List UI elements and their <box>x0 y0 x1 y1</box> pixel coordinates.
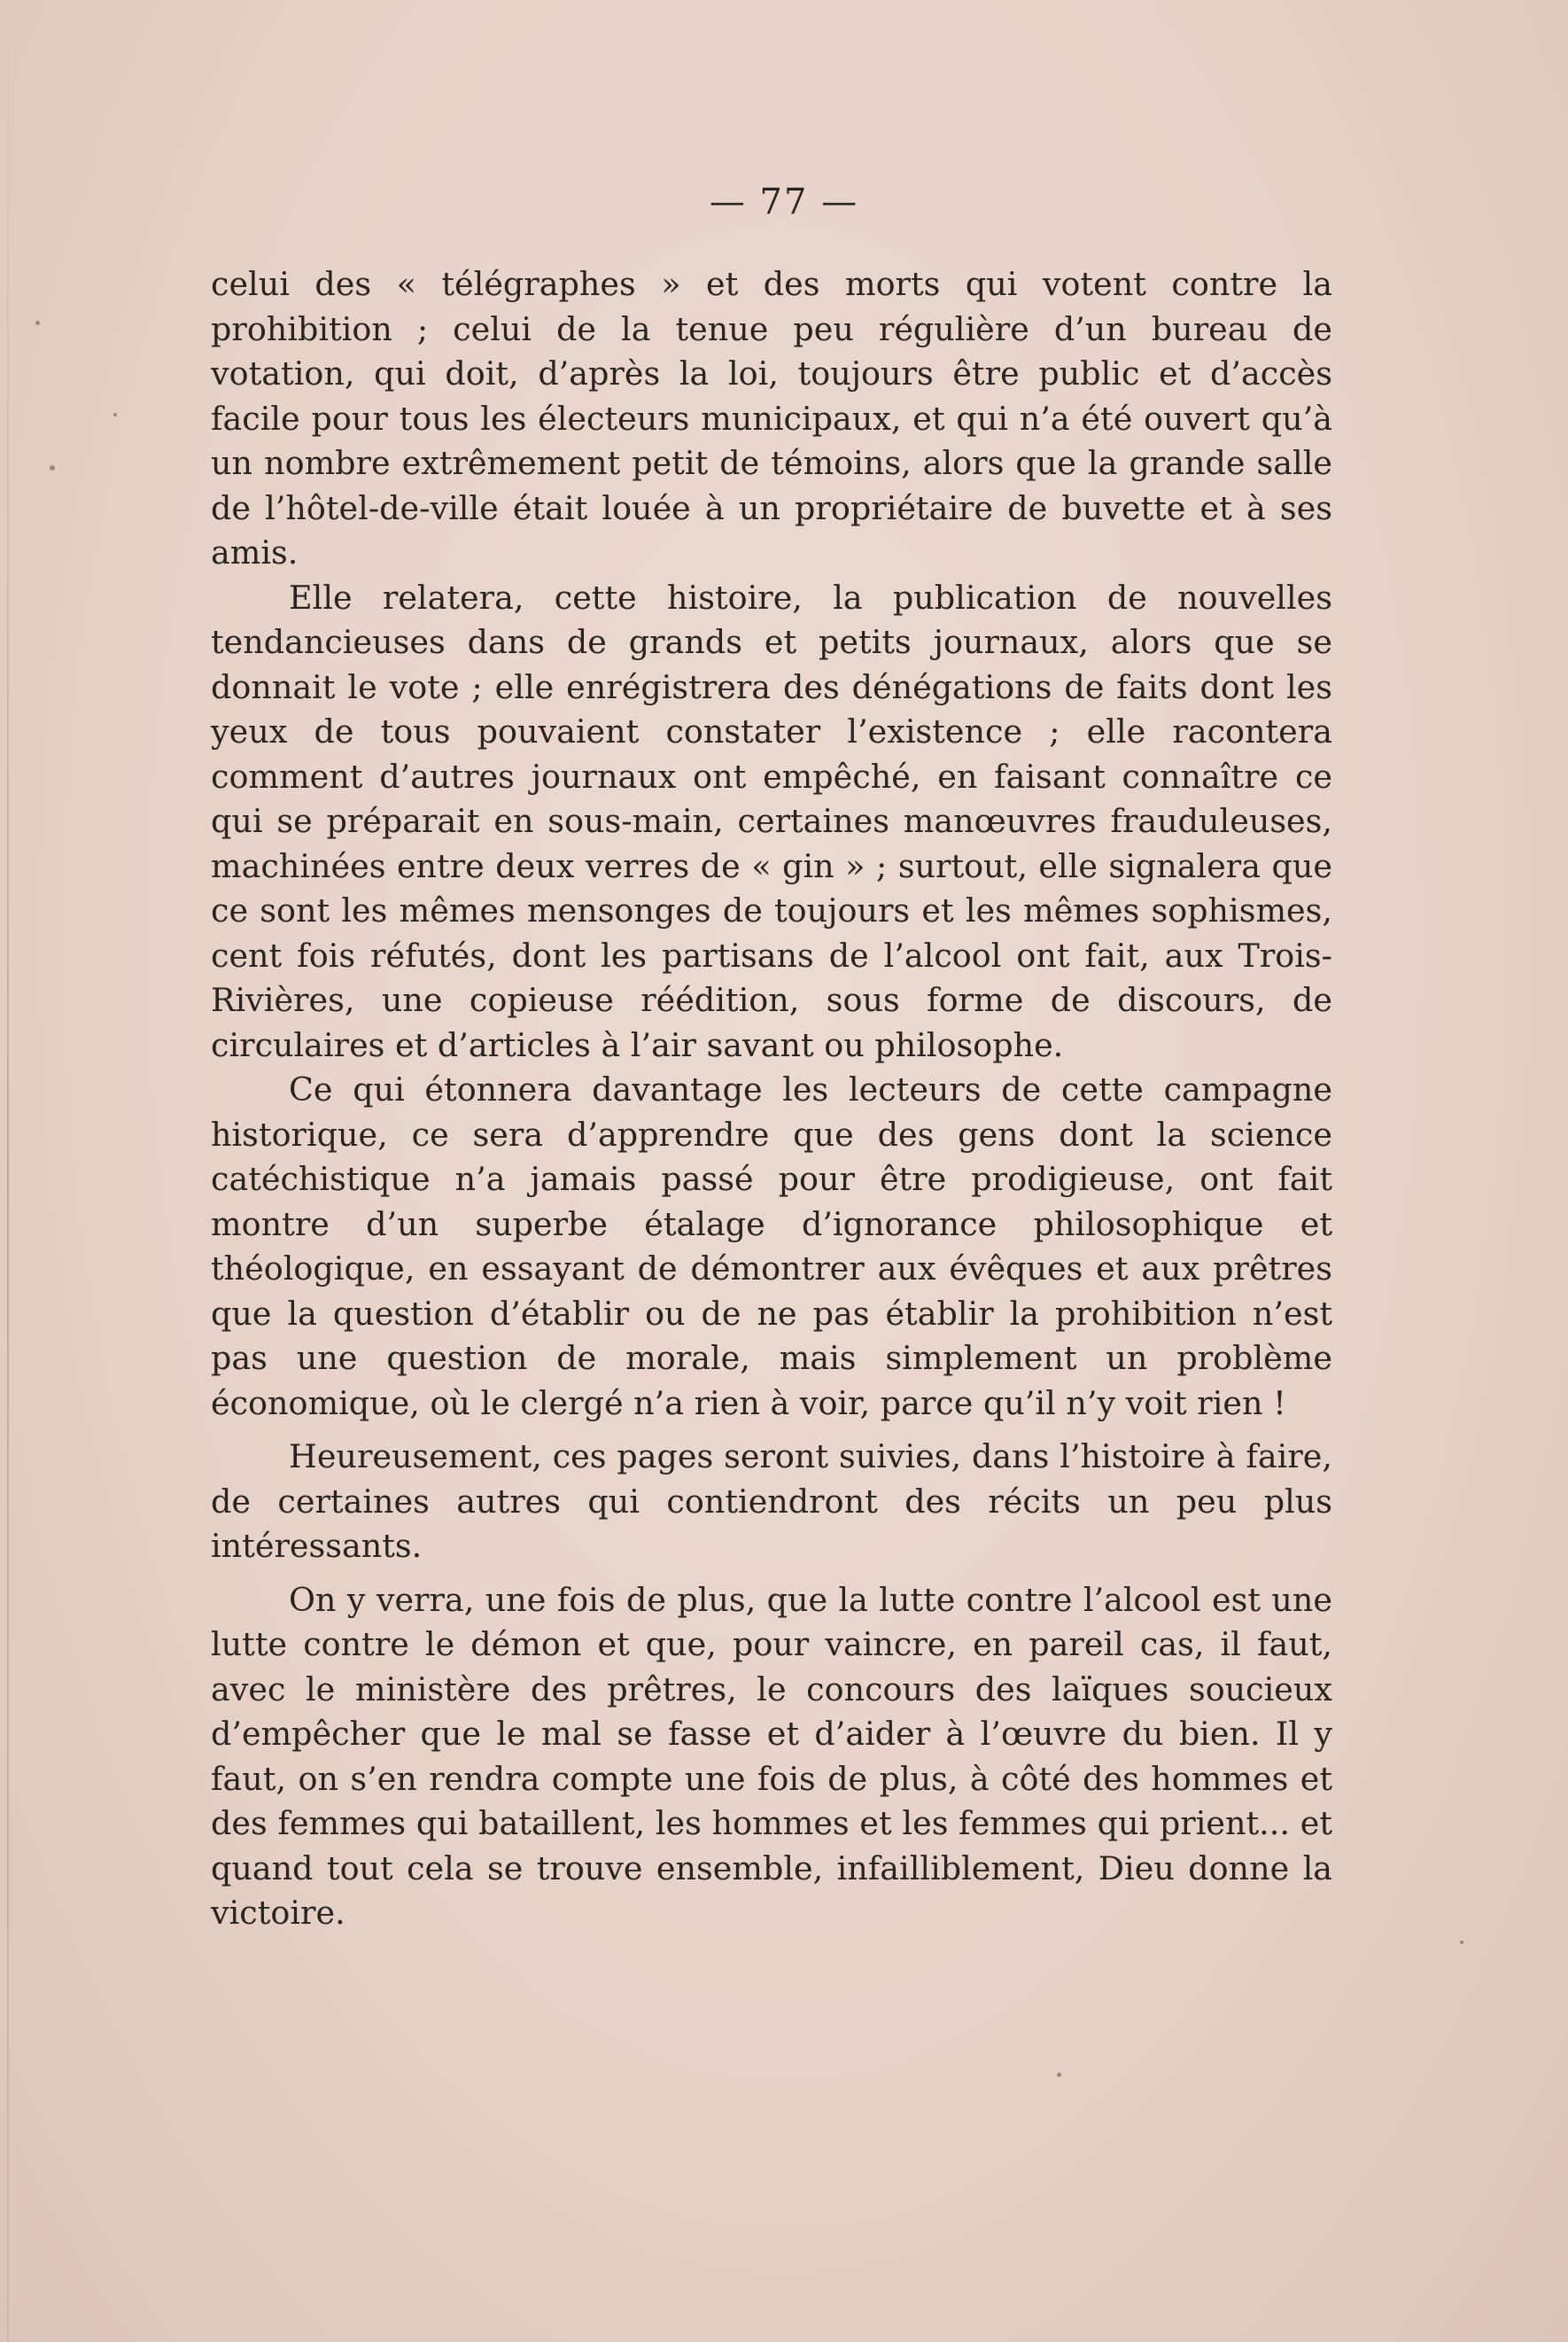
page-number: — 77 — <box>709 182 859 222</box>
paragraph-1: celui des « télégraphes » et des morts qui votent contre la prohibition ; celui de la tenue peu régulière d’un bureau de votation, qui doit, d’après la loi, toujours être public et d’accès facile pour tous les électeurs municipaux, et qui n’a été ouvert qu’à un nombre extrêmement petit de témoins, alors que la grande salle de l’hôtel-de-ville était louée à un propriétaire de buvette et à ses amis. <box>211 265 1332 572</box>
paper-speck <box>35 321 40 325</box>
paper-speck <box>113 413 117 416</box>
paragraph-3: Ce qui étonnera davantage les lecteurs de cette campagne historique, ce sera d’apprendre que des gens dont la science catéchistique n’a jamais passé pour être prodigieuse, ont fait montre d’un superbe étalage d’ignorance philosophique et théologique, en essayant de démontrer aux évêques et aux prêtres que la question d’établir ou de ne pas établir la prohibition n’est pas une question de morale, mais simplement un problème économique, où le clergé n’a rien à voir, parce qu’il n’y voit rien ! <box>211 1070 1332 1422</box>
paragraph-5: On y verra, une fois de plus, que la lutte contre l’alcool est une lutte contre le démon et que, pour vaincre, en pareil cas, il faut, avec le ministère des prêtres, le concours des laïques soucieux d’empêcher que le mal se fasse et d’aider à l’œuvre du bien. Il y faut, on s’en rendra compte une fois de plus, à côté des hommes et des femmes qui bataillent, les hommes et les femmes qui prient... et quand tout cela se trouve ensemble, infailliblement, Dieu donne la victoire. <box>211 1580 1332 1932</box>
paper-speck <box>1057 2073 1061 2077</box>
paper-speck <box>50 465 55 471</box>
paragraph-2: Elle relatera, cette histoire, la publication de nouvelles tendancieuses dans de grands et petits journaux, alors que se donnait le vote ; elle enrégistrera des dénégations de faits dont les yeux de tous pouvaient constater l’existence ; elle racontera comment d’autres journaux ont empêché, en faisant connaître ce qui se préparait en sous-main, certaines manœuvres frauduleuses, machinées entre deux verres de « gin » ; surtout, elle signalera que ce sont les mêmes mensonges de toujours et les mêmes sophismes, cent fois réfutés, dont les partisans de l’alcool ont fait, aux Trois-Rivières, une copieuse réédition, sous forme de discours, de circulaires et d’articles à l’air savant ou philosophe. <box>211 578 1332 1064</box>
page-edge <box>7 0 9 2342</box>
body-text <box>211 262 1332 1936</box>
paper-speck <box>1460 1941 1463 1944</box>
paragraph-4: Heureusement, ces pages seront suivies, dans l’histoire à faire, de certaines autres qui contiendront des récits un peu plus intéressants. <box>211 1437 1332 1565</box>
